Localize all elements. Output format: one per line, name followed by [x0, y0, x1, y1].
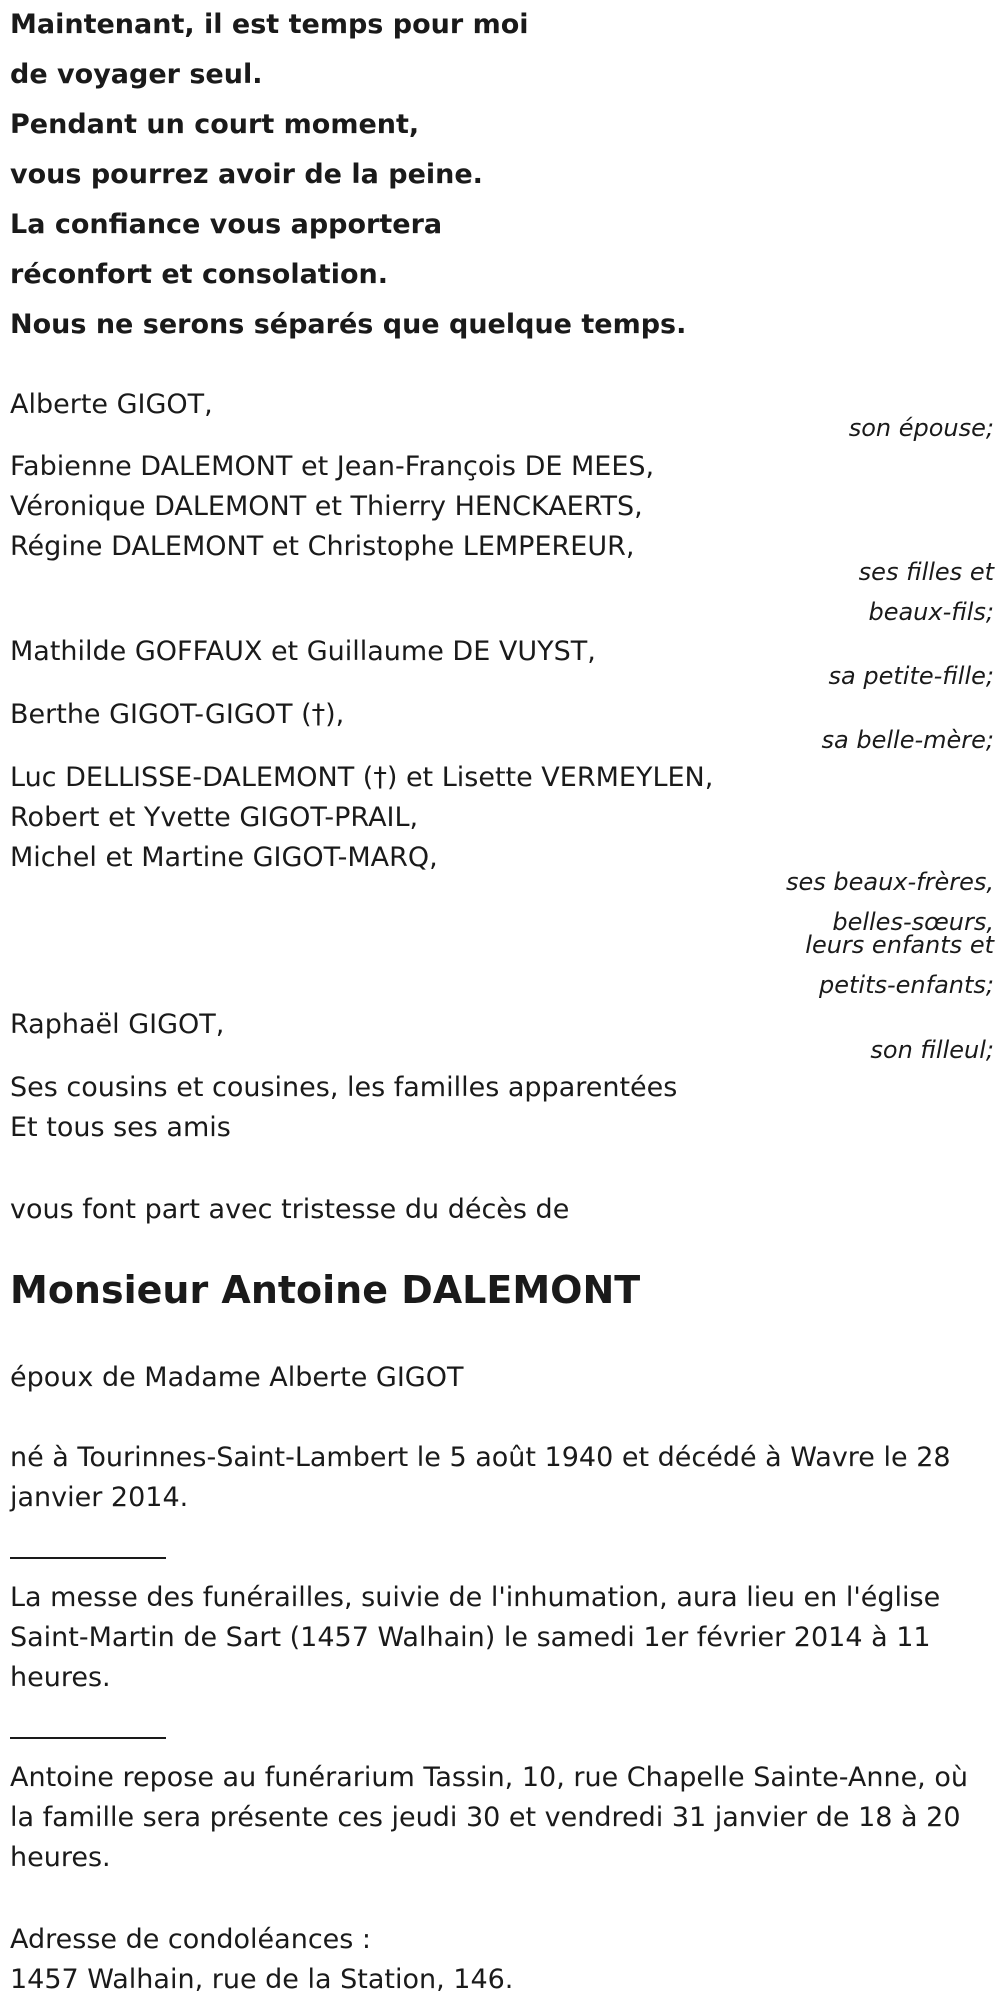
birth-death-text: né à Tourinnes-Saint-Lambert le 5 août 1940 et décédé à Wavre le 28 janvier 2014.	[10, 1442, 951, 1513]
funeral-text: La messe des funérailles, suivie de l'inhumation, aura lieu en l'église Saint-Martin de Sart (1457 Walhain) le samedi 1er février 2014 à 11 heures.	[10, 1582, 941, 1693]
family-daughter: Véronique DALEMONT et Thierry HENCKAERTS,	[10, 491, 643, 522]
family-in-law: Robert et Yvette GIGOT-PRAIL,	[10, 802, 419, 833]
family-spouse-role: son épouse;	[848, 414, 994, 442]
poem-line: La confiance vous apportera	[10, 209, 443, 240]
separator-line	[10, 1557, 166, 1559]
family-in-law: Luc DELLISSE-DALEMONT (†) et Lisette VERMEYLEN,	[10, 762, 714, 793]
family-daughters-role: beaux-fils;	[868, 598, 994, 626]
family-daughter: Fabienne DALEMONT et Jean-François DE MEES,	[10, 451, 655, 482]
family-daughters-role: ses filles et	[858, 558, 994, 586]
family-godson-role: son filleul;	[870, 1036, 994, 1064]
poem-line: réconfort et consolation.	[10, 259, 388, 290]
family-granddaughter-role: sa petite-fille;	[828, 662, 994, 690]
family-others: Et tous ses amis	[10, 1112, 231, 1143]
condolences-label: Adresse de condoléances :	[10, 1924, 372, 1955]
family-spouse: Alberte GIGOT,	[10, 389, 213, 420]
spouse-of-text: époux de Madame Alberte GIGOT	[10, 1362, 464, 1393]
condolences-address: 1457 Walhain, rue de la Station, 146.	[10, 1964, 514, 1995]
poem-line: Pendant un court moment,	[10, 109, 420, 140]
poem-line: Nous ne serons séparés que quelque temps.	[10, 309, 687, 340]
family-daughter: Régine DALEMONT et Christophe LEMPEREUR,	[10, 531, 635, 562]
poem-line: de voyager seul.	[10, 59, 263, 90]
family-granddaughter: Mathilde GOFFAUX et Guillaume DE VUYST,	[10, 636, 596, 667]
family-in-laws-role: leurs enfants et	[805, 931, 994, 959]
announcement-text: vous font part avec tristesse du décès de	[10, 1194, 570, 1225]
family-in-law: Michel et Martine GIGOT-MARQ,	[10, 842, 438, 873]
visitation-text: Antoine repose au funérarium Tassin, 10, rue Chapelle Sainte-Anne, où la famille sera présente ces jeudi 30 et vendredi 31 janvier de 18 à 20 heures.	[10, 1762, 968, 1873]
family-godson: Raphaël GIGOT,	[10, 1009, 225, 1040]
family-in-laws-role: belles-sœurs,	[832, 908, 994, 936]
family-others: Ses cousins et cousines, les familles apparentées	[10, 1072, 678, 1103]
separator-line	[10, 1737, 166, 1739]
family-mother-in-law-role: sa belle-mère;	[821, 726, 994, 754]
family-in-laws-role: ses beaux-frères,	[785, 868, 994, 896]
poem-line: vous pourrez avoir de la peine.	[10, 159, 483, 190]
family-in-laws-role: petits-enfants;	[819, 971, 994, 999]
family-mother-in-law: Berthe GIGOT-GIGOT (†),	[10, 699, 345, 730]
deceased-name: Monsieur Antoine DALEMONT	[10, 1268, 641, 1312]
poem-line: Maintenant, il est temps pour moi	[10, 9, 529, 40]
